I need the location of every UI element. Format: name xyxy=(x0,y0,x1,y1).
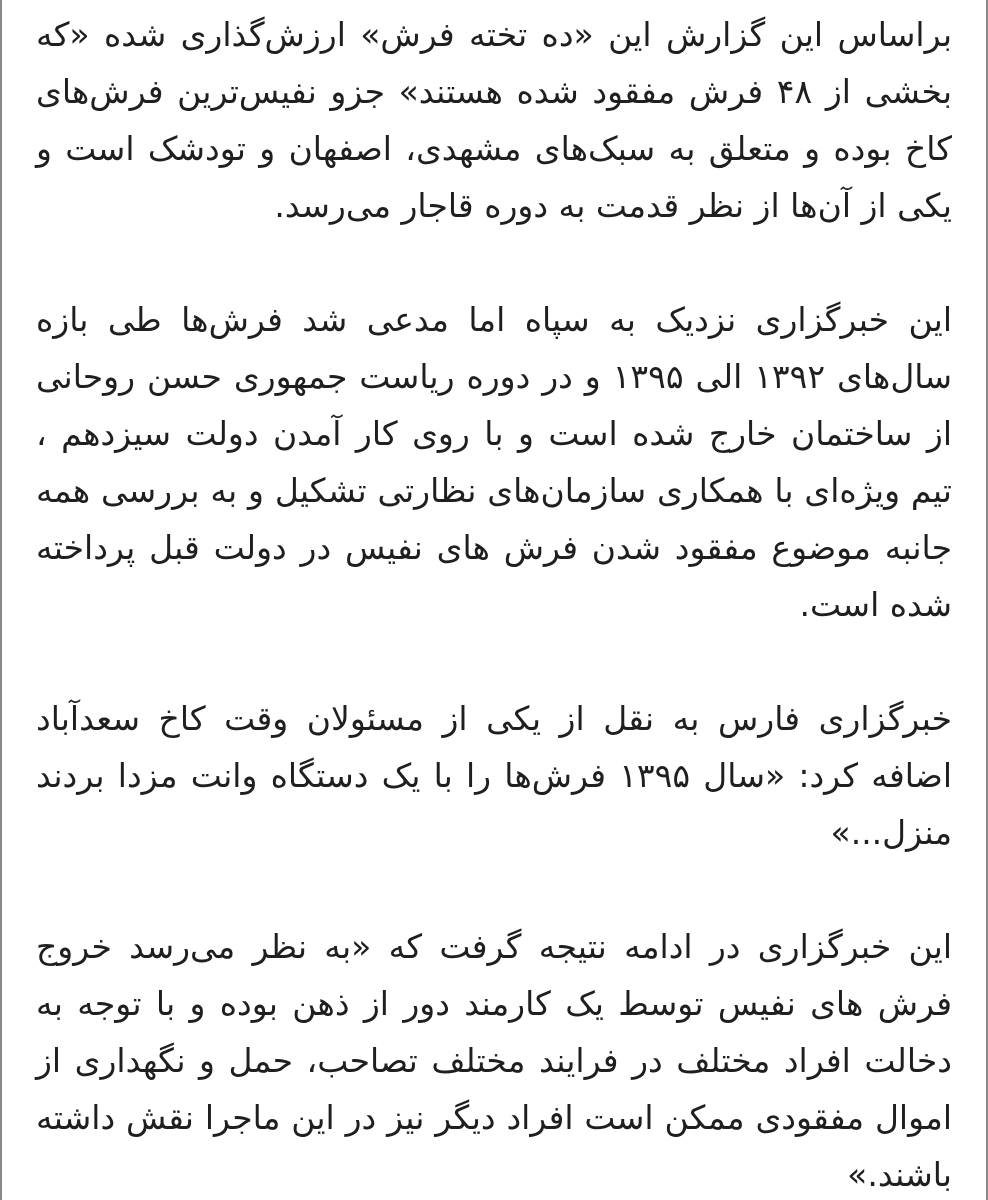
article-paragraph-1: براساس این گزارش این «ده تخته فرش» ارزش‌گذاری شده «که بخشی از ۴۸ فرش مفقود شده هستند» جزو نفیس‌ترین فرش‌های کاخ بوده و متعلق به سبک‌های مشهدی، اصفهان و تودشک است و یکی از آن‌ها از نظر قدمت به دوره قاجار می‌رسد. xyxy=(36,15,953,225)
article-paragraph-2: این خبرگزاری نزدیک به سپاه اما مدعی شد فرش‌ها طی بازه سال‌های ۱۳۹۲ الی ۱۳۹۵ و در دوره ریاست جمهوری حسن روحانی از ساختمان خارج شده است و با روی کار آمدن دولت سیزدهم ، تیم ویژه‌ای با همکاری سازمان‌های نظارتی تشکیل و به بررسی همه جانبه موضوع مفقود شدن فرش های نفیس در دولت قبل پرداخته شده است. xyxy=(36,300,952,624)
article-paragraph-4: این خبرگزاری در ادامه نتیجه گرفت که «به نظر می‌رسد خروج فرش های نفیس توسط یک کارمند دور از ذهن بوده و با توجه به دخالت افراد مختلف در فرایند مختلف تصاحب، حمل و نگهداری از اموال مفقودی ممکن است افراد دیگر نیز در این ماجرا نقش داشته باشند.» xyxy=(36,927,952,1194)
article-paragraph-3: خبرگزاری فارس به نقل از یکی از مسئولان وقت کاخ سعدآباد اضافه کرد: «سال ۱۳۹۵ فرش‌ها را با یک دستگاه وانت مزدا بردند منزل...» xyxy=(36,699,952,852)
article-body xyxy=(36,6,952,1200)
